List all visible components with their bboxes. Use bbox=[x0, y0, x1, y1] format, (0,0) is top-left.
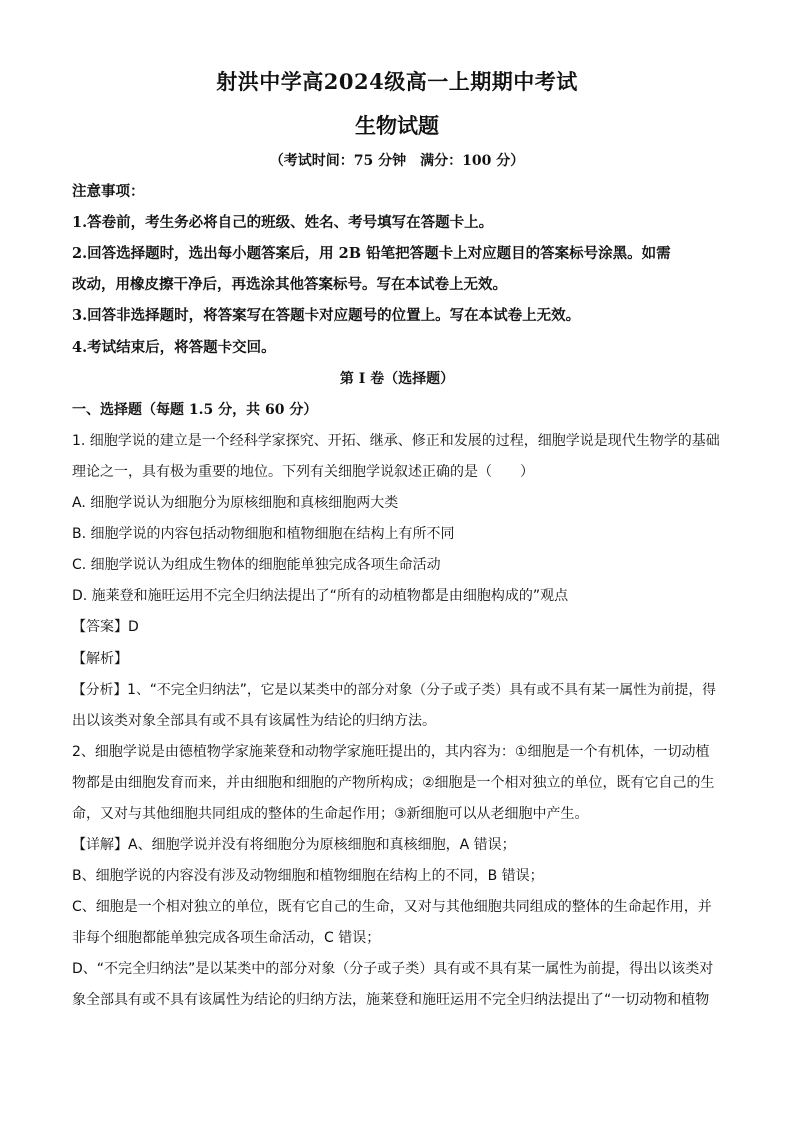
analysis-line: 【详解】A、细胞学说并没有将细胞分为原核细胞和真核细胞，A 错误； bbox=[72, 837, 516, 853]
note-line: 2.回答选择题时，选出每小题答案后，用 2B 铅笔把答题卡上对应题目的答案标号涂黑。如需 bbox=[72, 245, 671, 262]
analysis-line: 象全部具有或不具有该属性为结论的归纳方法，施莱登和施旺运用不完全归纳法提出了“一切动物和植物 bbox=[72, 992, 710, 1008]
analysis-line: 【分析】1、“不完全归纳法”，它是以某类中的部分对象（分子或子类）具有或不具有某一属性为前提，得 bbox=[72, 682, 716, 698]
analysis-line: 2、细胞学说是由德植物学家施莱登和动物学家施旺提出的，其内容为：①细胞是一个有机体，一切动植 bbox=[72, 744, 710, 760]
analysis-heading: 【解析】 bbox=[72, 651, 128, 667]
option-b: B. 细胞学说的内容包括动物细胞和植物细胞在结构上有所不同 bbox=[72, 526, 455, 542]
analysis-line: B、细胞学说的内容没有涉及动物细胞和植物细胞在结构上的不同，B 错误； bbox=[72, 868, 544, 884]
notes-heading: 注意事项： bbox=[72, 183, 145, 200]
option-a: A. 细胞学说认为细胞分为原核细胞和真核细胞两大类 bbox=[72, 495, 399, 511]
note-line: 改动，用橡皮擦干净后，再选涂其他答案标号。写在本试卷上无效。 bbox=[72, 276, 507, 293]
note-line: 3.回答非选择题时，将答案写在答题卡对应题号的位置上。写在本试卷上无效。 bbox=[72, 307, 581, 324]
answer-line: 【答案】D bbox=[72, 619, 139, 635]
subject-title: 生物试题 bbox=[355, 113, 439, 138]
part-title: 一、选择题（每题 1.5 分，共 60 分） bbox=[72, 402, 318, 418]
analysis-line: 物都是由细胞发育而来，并由细胞和细胞的产物所构成；②细胞是一个相对独立的单位，既有它自己的生 bbox=[72, 775, 715, 791]
option-c: C. 细胞学说认为组成生物体的细胞能单独完成各项生命活动 bbox=[72, 557, 441, 573]
analysis-line: D、“不完全归纳法”是以某类中的部分对象（分子或子类）具有或不具有某一属性为前提，得出以该类对 bbox=[72, 961, 714, 977]
question-stem: 理论之一，具有极为重要的地位。下列有关细胞学说叙述正确的是（ ） bbox=[72, 464, 534, 480]
note-line: 4.考试结束后，将答题卡交回。 bbox=[72, 339, 276, 356]
note-line: 1.答卷前，考生务必将自己的班级、姓名、考号填写在答题卡上。 bbox=[72, 214, 494, 231]
question-stem: 1. 细胞学说的建立是一个经科学家探究、开拓、继承、修正和发展的过程，细胞学说是现代生物学的基础 bbox=[72, 433, 720, 449]
analysis-line: 命，又对与其他细胞共同组成的整体的生命起作用；③新细胞可以从老细胞中产生。 bbox=[72, 806, 589, 822]
analysis-line: C、细胞是一个相对独立的单位，既有它自己的生命，又对与其他细胞共同组成的整体的生命起作用，并 bbox=[72, 899, 712, 915]
analysis-line: 出以该类对象全部具有或不具有该属性为结论的归纳方法。 bbox=[72, 713, 436, 729]
exam-title: 射洪中学高2024级高一上期期中考试 bbox=[216, 69, 578, 94]
exam-info: （考试时间：75 分钟 满分：100 分） bbox=[269, 153, 525, 169]
analysis-line: 非每个细胞都能单独完成各项生命活动，C 错误； bbox=[72, 930, 381, 946]
option-d: D. 施莱登和施旺运用不完全归纳法提出了“所有的动植物都是由细胞构成的”观点 bbox=[72, 588, 569, 604]
volume-title: 第 I 卷（选择题） bbox=[339, 371, 455, 387]
